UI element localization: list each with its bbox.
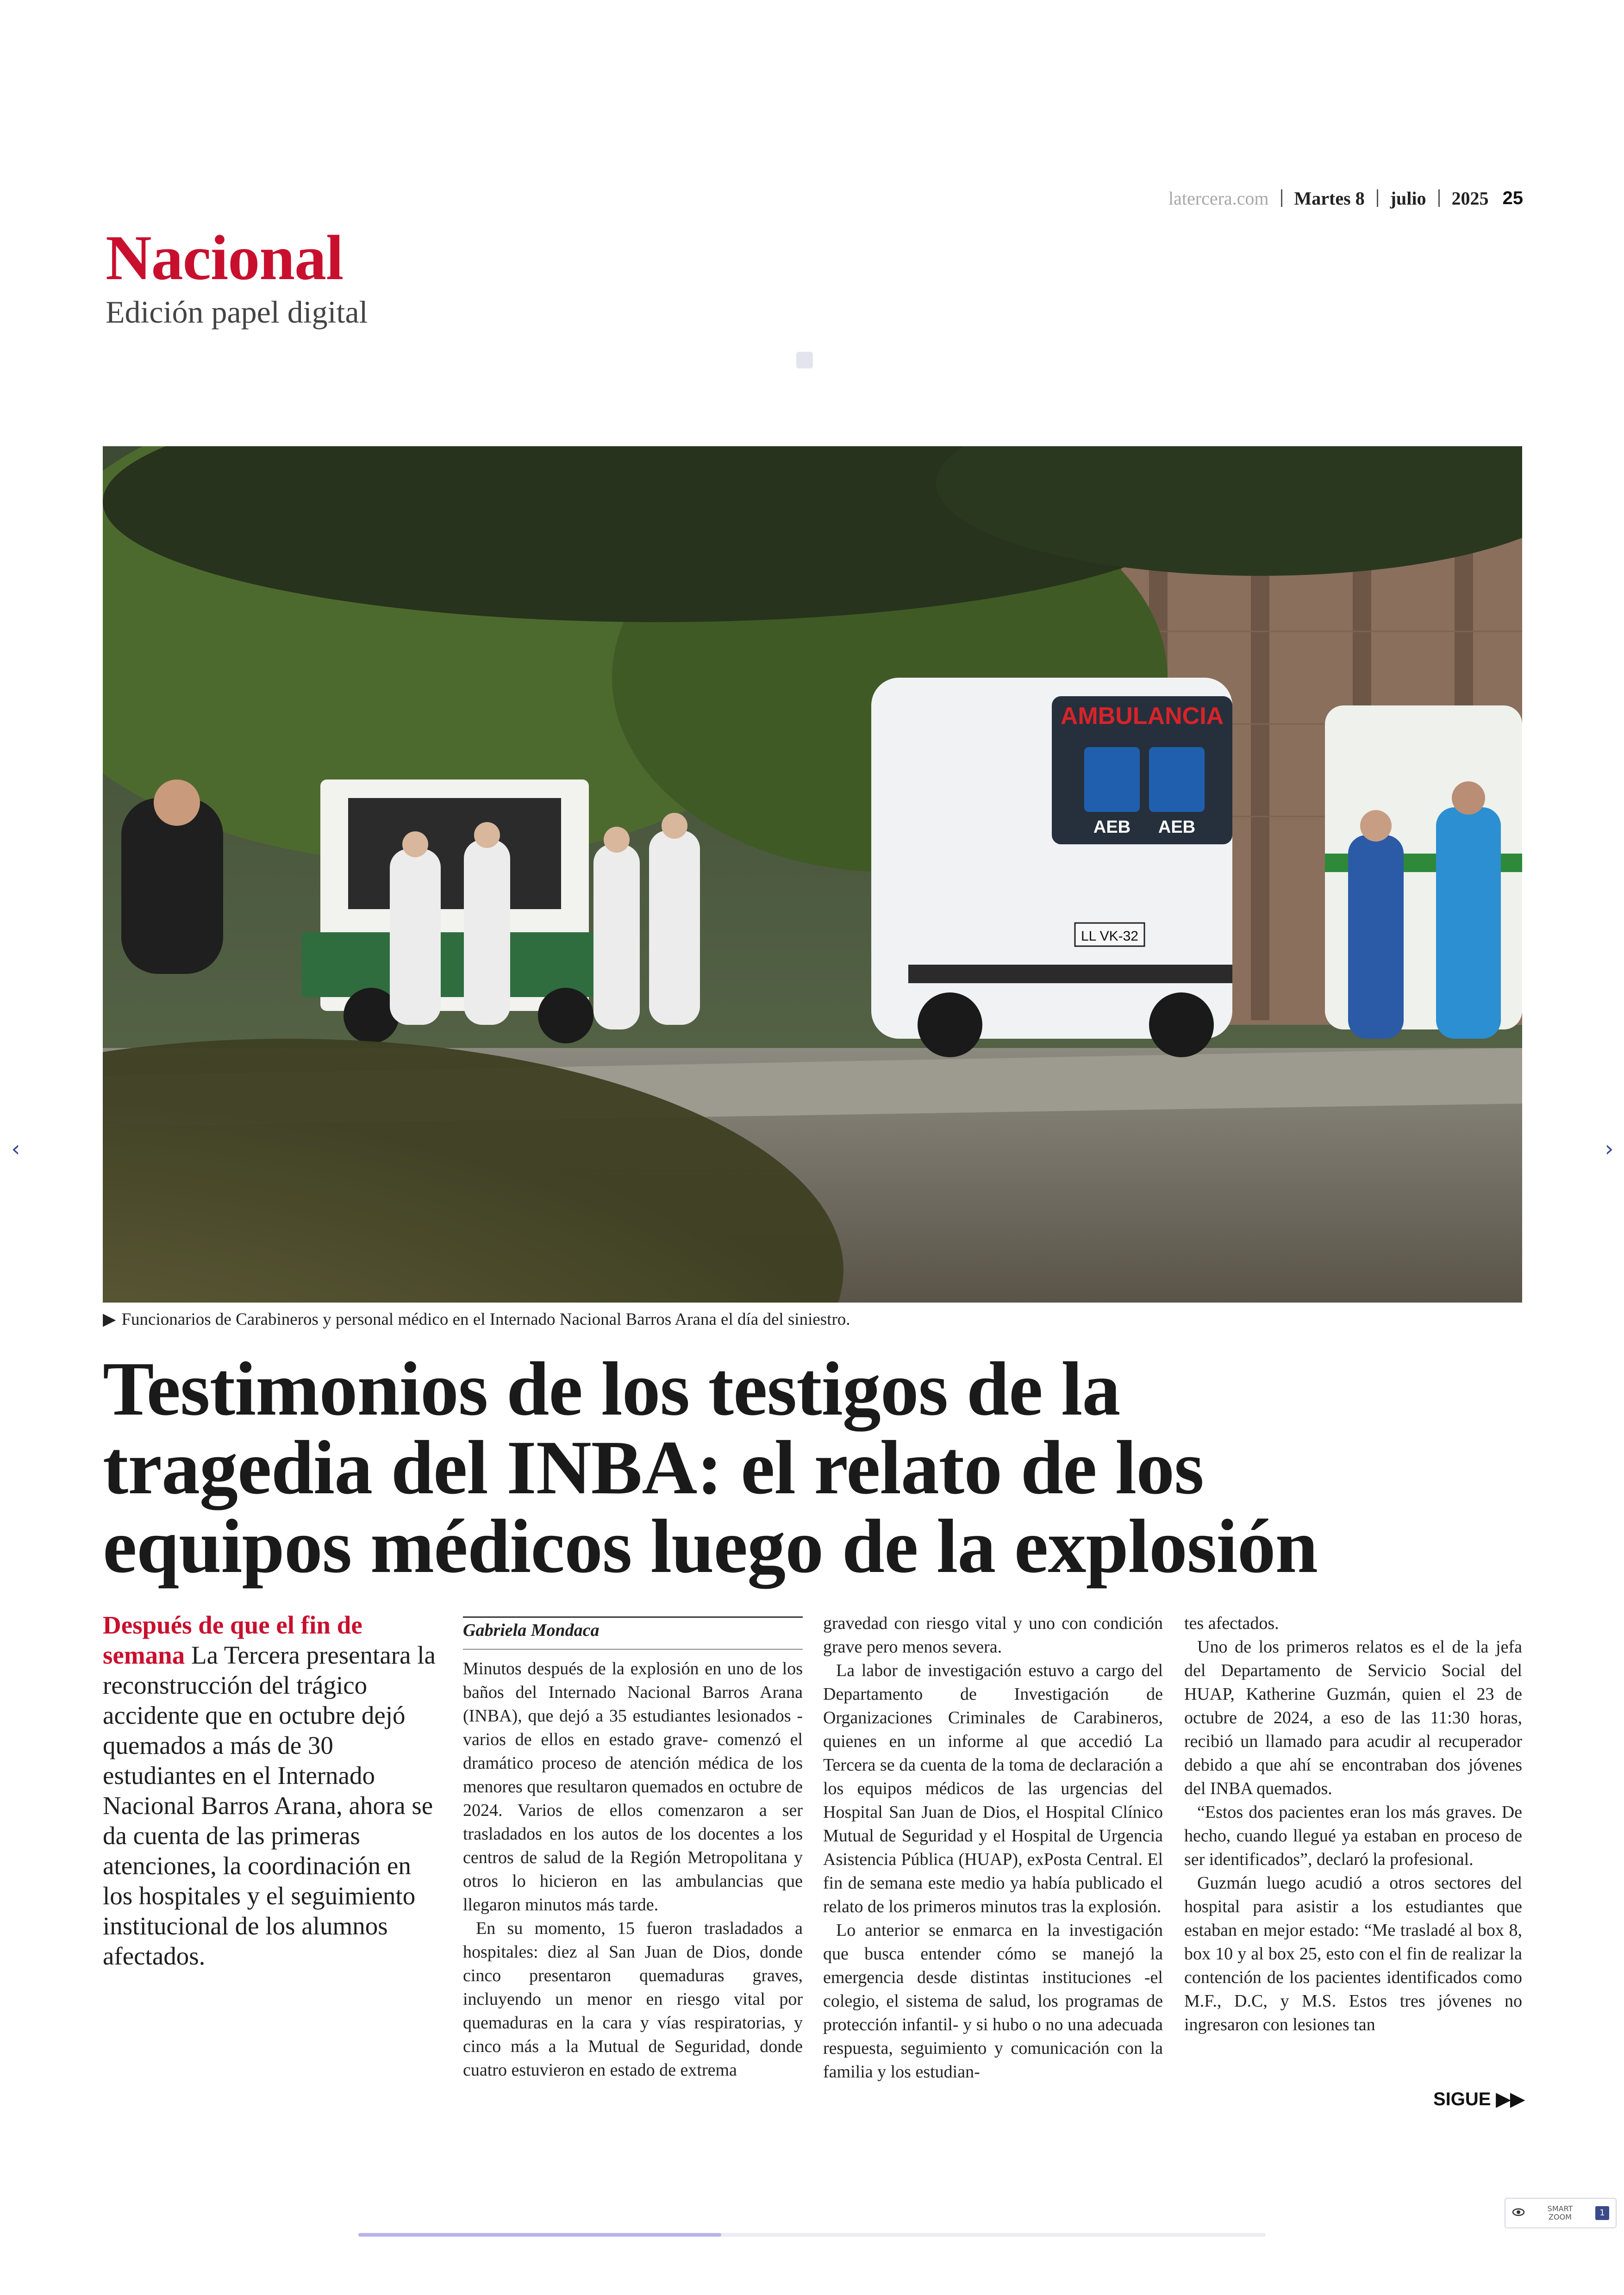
issue-weekday: Martes 8 xyxy=(1294,187,1365,209)
paragraph: La labor de investigación estuvo a cargo del Departamento de Investigación de Organizaciones Criminales de Carabineros, quienes en un informe al que accedió La Tercera se da cuenta de la toma de declaración a los equipos médicos de las urgencias del Hospital San Juan de Dios, el Hospital Clínico Mutual de Seguridad y el Hospital de Urgencia Asistencia Pública (HUAP), exPosta Central. El fin de semana este medio ya había publicado el relato de los primeros minutos tras la explosión. xyxy=(823,1661,1163,1916)
smart-zoom-label-line: SMART xyxy=(1547,2204,1573,2213)
divider xyxy=(1377,189,1378,207)
reading-progress-fill xyxy=(358,2233,721,2237)
paragraph: “Estos dos pacientes eran los más graves. De hecho, cuando llegué ya estaban en proceso de ser identificados”, declaró la profesional. xyxy=(1184,1802,1522,1869)
edition-subtitle: Edición papel digital xyxy=(106,294,368,330)
site-name: latercera.com xyxy=(1168,187,1269,209)
smart-zoom-badge: 1 xyxy=(1595,2206,1609,2220)
photo-illustration xyxy=(103,446,1522,1303)
smart-zoom-button[interactable] xyxy=(1505,2198,1617,2228)
headline-line: tragedia del INBA: el relato de los xyxy=(103,1425,1204,1510)
ambulance-badge-right: AEB xyxy=(1158,817,1196,837)
paragraph: tes afectados. xyxy=(1184,1614,1279,1633)
issue-year: 2025 xyxy=(1451,187,1489,209)
previous-page-icon[interactable]: ‹ xyxy=(11,1136,20,1162)
article-column-3 xyxy=(1184,1612,1522,2037)
smart-zoom-label xyxy=(1548,2205,1573,2221)
caption-arrow-icon: ▶ xyxy=(103,1310,116,1329)
headline-line: equipos médicos luego de la explosión xyxy=(103,1503,1318,1589)
article-photo xyxy=(103,446,1522,1303)
byline-rule xyxy=(463,1616,803,1618)
reading-progress-bar[interactable] xyxy=(358,2233,1266,2237)
paragraph: En su momento, 15 fueron trasladados a hospitales: diez al San Juan de Dios, donde cinco presentaron quemaduras graves, incluyendo un menor en riesgo vital por quemaduras en la cara y vías respiratorias, y cinco más a la Mutual de Seguridad, donde cuatro estuvieron en estado de extrema xyxy=(463,1919,803,2080)
paragraph: Lo anterior se enmarca en la investigación que busca entender cómo se manejó la emergencia desde distintas instituciones -el colegio, el sistema de salud, los programas de protección infantil- y si hubo o no una adecuada respuesta, seguimiento y comunicación con la familia y los estudian- xyxy=(823,1921,1163,2082)
paragraph: Minutos después de la explosión en uno de los baños del Internado Nacional Barros Arana (INBA), que dejó a 35 estudiantes lesionados -varios de ellos en estado grave- comenzó el dramático proceso de atención médica de los menores que resultaron quemados en octubre de 2024. Varios de ellos comenzaron a ser trasladados en los autos de los docentes a los centros de salud de la Región Metropolitana y otros lo hicieron en las ambulancias que llegaron minutos más tarde. xyxy=(463,1659,803,1915)
photo-caption-text: Funcionarios de Carabineros y personal médico en el Internado Nacional Barros Arana el día del siniestro. xyxy=(121,1310,850,1329)
eye-icon xyxy=(1512,2208,1525,2219)
smart-zoom-label-line: ZOOM xyxy=(1549,2213,1572,2221)
byline-underline xyxy=(463,1649,803,1650)
lede-kicker: Después de que el fin de semana xyxy=(103,1611,362,1669)
ambulance-label: AMBULANCIA xyxy=(1060,703,1224,730)
divider xyxy=(1438,189,1440,207)
headline-line: Testimonios de los testigos de la xyxy=(103,1346,1120,1431)
next-page-icon[interactable]: › xyxy=(1605,1136,1614,1162)
article-lede xyxy=(103,1610,441,1971)
page-marker-icon[interactable] xyxy=(796,352,813,368)
page-number: 25 xyxy=(1502,187,1523,208)
paragraph: Uno de los primeros relatos es el de la jefa del Departamento de Servicio Social del HUAP, Katherine Guzmán, quien el 23 de octubre de 2024, a eso de las 11:30 horas, recibió un llamado para acudir al recuperador debido a que ahí se encontraban dos jóvenes del INBA quemados. xyxy=(1184,1637,1522,1798)
issue-month: julio xyxy=(1390,187,1426,209)
paragraph: gravedad con riesgo vital y uno con condición grave pero menos severa. xyxy=(823,1614,1163,1657)
divider xyxy=(1281,189,1282,207)
lede-text: La Tercera presentara la reconstrucción del trágico accidente que en octubre dejó quemados a más de 30 estudiantes en el Internado Nacional Barros Arana, ahora se da cuenta de las primeras atenciones, la coordinación en los hospitales y el seguimiento institucional de los alumnos afectados. xyxy=(103,1641,436,1970)
ambulance-badge-left: AEB xyxy=(1093,817,1131,837)
license-plate: LL VK-32 xyxy=(1081,929,1138,944)
paragraph: Guzmán luego acudió a otros sectores del hospital para asistir a los estudiantes que estaban en mejor estado: “Me trasladé al box 8, box 10 y al box 25, esto con el fin de realizar la contención de los pacientes identificados como M.F., D.C, y M.S. Estos tres jóvenes no ingresaron con lesiones tan xyxy=(1184,1873,1522,2034)
page-header xyxy=(1116,184,1523,212)
section-title: Nacional xyxy=(106,222,344,293)
article-column-2 xyxy=(823,1612,1163,2084)
byline: Gabriela Mondaca xyxy=(463,1621,600,1640)
article-headline xyxy=(103,1346,1529,1589)
continue-label: SIGUE ▶▶ xyxy=(1433,2089,1525,2109)
photo-caption xyxy=(103,1309,850,1329)
